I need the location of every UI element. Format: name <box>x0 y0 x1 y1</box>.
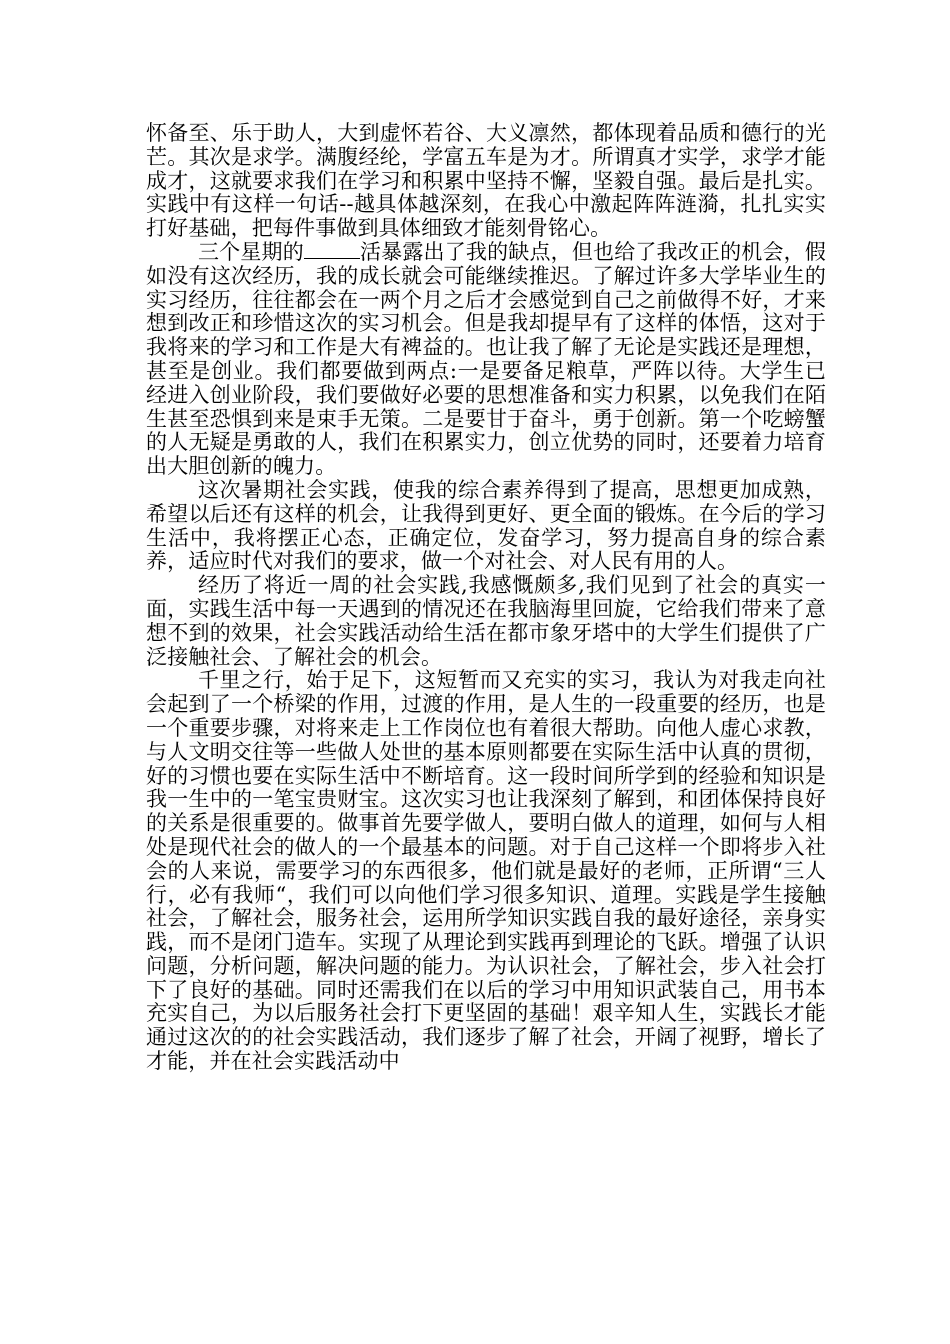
paragraph-2 <box>146 241 826 479</box>
paragraph-3: 这次暑期社会实践，使我的综合素养得到了提高，思想更加成熟，希望以后还有这样的机会，让我得到更好、更全面的锻炼。在今后的学习生活中，我将摆正心态，正确定位，发奋学习，努力提高自身的综合素养，适应时代对我们的要求，做一个对社会、对人民有用的人。 <box>146 477 826 574</box>
paragraph-2-start: 三个星期的 <box>198 239 304 264</box>
paragraph-2-rest: 活暴露出了我的缺点，但也给了我改正的机会，假如没有这次经历，我的成长就会可能继续推迟。了解过许多大学毕业生的实习经历，往往都会在一两个月之后才会感觉到自己之前做得不好，才来想到改正和珍惜这次的实习机会。但是我却提早有了这样的体悟，这对于我将来的学习和工作是大有裨益的。也让我了解了无论是实践还是理想，甚至是创业。我们都要做到两点:一是要备足粮草，严阵以待。大学生已经进入创业阶段，我们要做好必要的思想准备和实力积累，以免我们在陌生甚至恐惧到来是束手无策。二是要甘于奋斗，勇于创新。第一个吃螃蟹的人无疑是勇敢的人，我们在积累实力，创立优势的同时，还要着力培育出大胆创新的魄力。 <box>146 239 826 479</box>
paragraph-4: 经历了将近一周的社会实践,我感慨颇多,我们见到了社会的真实一面，实践生活中每一天遇到的情况还在我脑海里回旋，它给我们带来了意想不到的效果，社会实践活动给生活在都市象牙塔中的大学生们提供了广泛接触社会、了解社会的机会。 <box>146 573 826 669</box>
paragraph-1: 怀备至、乐于助人，大到虚怀若谷、大义凛然，都体现着品质和德行的光芒。其次是求学。满腹经纶，学富五车是为才。所谓真才实学，求学才能成才，这就要求我们在学习和积累中坚持不懈，坚毅自强。最后是扎实。实践中有这样一句话--越具体越深刻，在我心中激起阵阵涟漪，扎扎实实打好基础，把每件事做到具体细致才能刻骨铭心。 <box>146 121 826 241</box>
document-body <box>146 122 826 1074</box>
paragraph-5: 千里之行，始于足下，这短暂而又充实的实习，我认为对我走向社会起到了一个桥梁的作用，过渡的作用，是人生的一段重要的经历，也是一个重要步骤，对将来走上工作岗位也有着很大帮助。向他人虚心求教，与人文明交往等一些做人处世的基本原则都要在实际生活中认真的贯彻，好的习惯也要在实际生活中不断培育。这一段时间所学到的经验和知识是我一生中的一笔宝贵财宝。这次实习也让我深刻了解到，和团体保持良好的关系是很重要的。做事首先要学做人，要明白做人的道理，如何与人相处是现代社会的做人的一个最基本的问题。对于自己这样一个即将步入社会的人来说，需要学习的东西很多，他们就是最好的老师，正所谓“三人行，必有我师“，我们可以向他们学习很多知识、道理。实践是学生接触社会，了解社会，服务社会，运用所学知识实践自我的最好途径，亲身实践，而不是闭门造车。实现了从理论到实践再到理论的飞跃。增强了认识问题，分析问题，解决问题的能力。为认识社会，了解社会，步入社会打下了良好的基础。同时还需我们在以后的学习中用知识武装自己，用书本充实自己，为以后服务社会打下更坚固的基础！艰辛知人生，实践长才能 通过这次的的社会实践活动，我们逐步了解了社会，开阔了视野，增长了才能，并在社会实践活动中 <box>146 668 826 1074</box>
fill-in-blank <box>304 241 360 259</box>
